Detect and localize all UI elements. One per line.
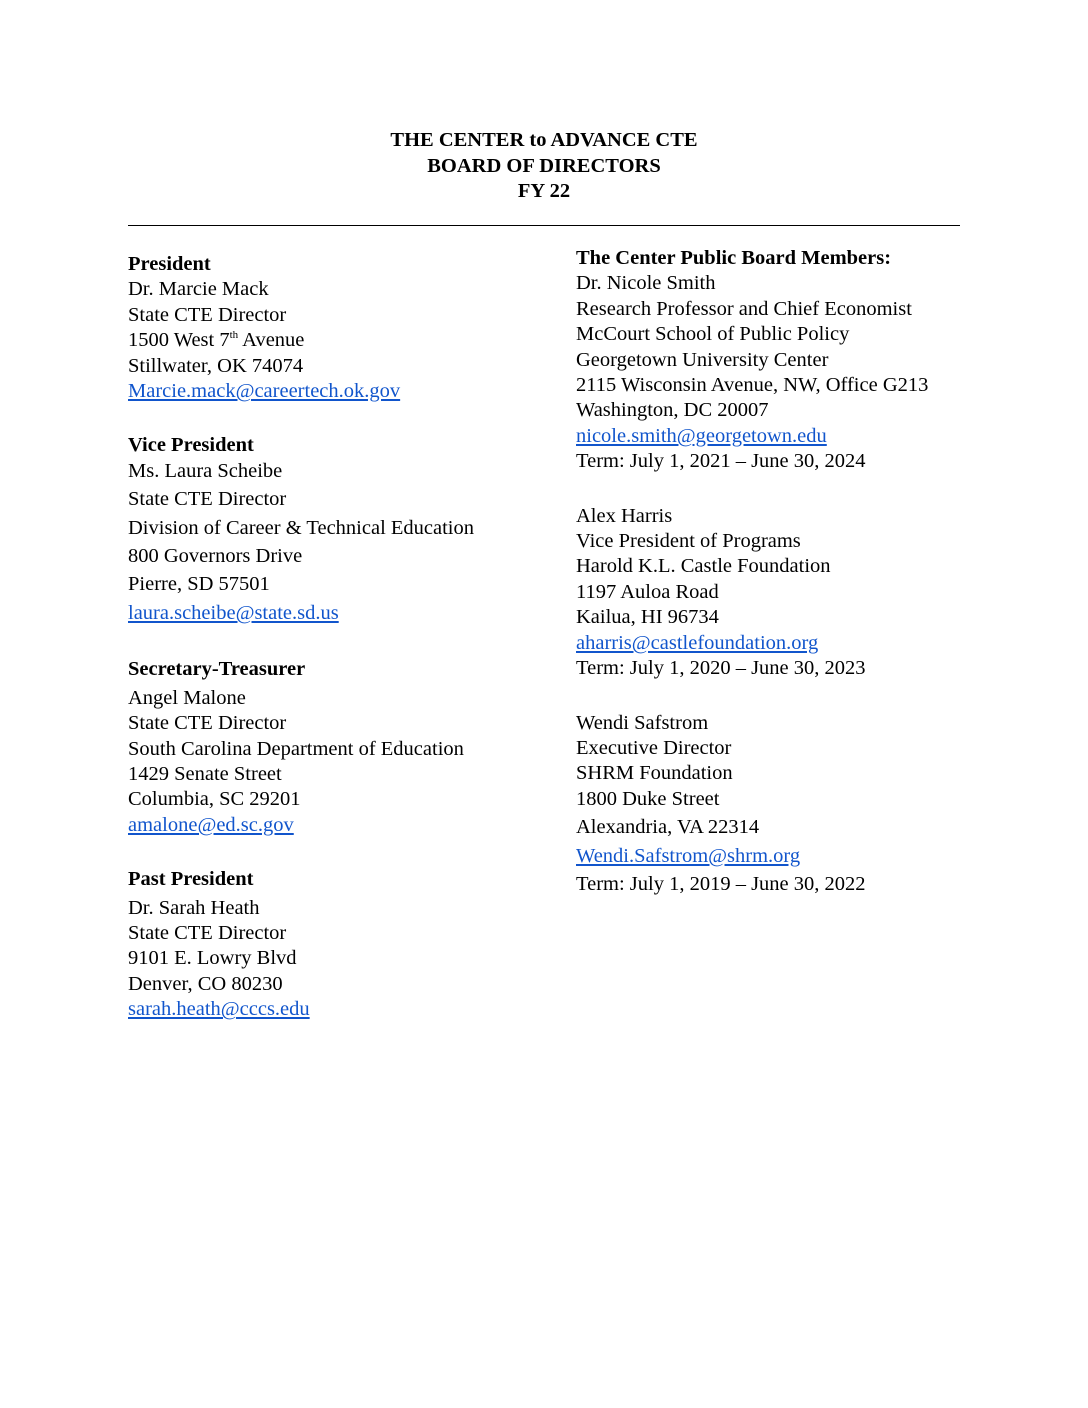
member-card <box>576 271 1046 474</box>
member-card <box>576 711 1046 898</box>
president-heading: President <box>128 253 211 275</box>
member-city: Alexandria, VA 22314 <box>576 816 760 839</box>
past-president-city: Denver, CO 80230 <box>128 972 283 995</box>
member-city: Washington, DC 20007 <box>576 399 769 422</box>
member-address: 1197 Auloa Road <box>576 580 719 603</box>
member-city: Kailua, HI 96734 <box>576 606 719 629</box>
member-org: Harold K.L. Castle Foundation <box>576 555 831 578</box>
member-title: Research Professor and Chief Economist <box>576 297 912 320</box>
vice-president-section <box>128 433 558 626</box>
header-org-title: THE CENTER to ADVANCE CTE <box>390 129 698 151</box>
header-divider <box>128 225 960 226</box>
officers-column <box>128 252 558 1052</box>
past-president-heading: Past President <box>128 868 254 891</box>
president-title: State CTE Director <box>128 303 287 326</box>
president-address-suffix: Avenue <box>238 329 305 352</box>
secretary-treasurer-address: 1429 Senate Street <box>128 762 282 785</box>
member-org: SHRM Foundation <box>576 762 733 785</box>
member-address: 2115 Wisconsin Avenue, NW, Office G213 <box>576 374 929 397</box>
president-address <box>128 328 558 353</box>
member-org-unit: Georgetown University Center <box>576 348 829 371</box>
president-email-link[interactable]: Marcie.mack@careertech.ok.gov <box>128 380 401 403</box>
secretary-treasurer-title: State CTE Director <box>128 712 287 735</box>
vice-president-org: Division of Career & Technical Education <box>128 516 475 539</box>
member-email-link[interactable]: Wendi.Safstrom@shrm.org <box>576 844 801 867</box>
public-members-column <box>576 246 1046 926</box>
vice-president-address: 800 Governors Drive <box>128 545 303 568</box>
past-president-name: Dr. Sarah Heath <box>128 896 260 919</box>
member-term: Term: July 1, 2019 – June 30, 2022 <box>576 872 866 895</box>
secretary-treasurer-name: Angel Malone <box>128 686 246 709</box>
member-title: Vice President of Programs <box>576 530 801 553</box>
member-email-link[interactable]: aharris@castlefoundation.org <box>576 631 819 654</box>
public-members-heading: The Center Public Board Members: <box>576 247 892 269</box>
secretary-treasurer-org: South Carolina Department of Education <box>128 737 464 760</box>
past-president-address: 9101 E. Lowry Blvd <box>128 947 297 970</box>
member-address: 1800 Duke Street <box>576 787 720 810</box>
secretary-treasurer-heading: Secretary-Treasurer <box>128 658 306 681</box>
member-org: McCourt School of Public Policy <box>576 323 850 346</box>
member-title: Executive Director <box>576 736 732 759</box>
document-header <box>0 128 1088 205</box>
president-section <box>128 252 558 404</box>
vice-president-title: State CTE Director <box>128 488 287 511</box>
past-president-email-link[interactable]: sarah.heath@cccs.edu <box>128 998 310 1021</box>
vice-president-name: Ms. Laura Scheibe <box>128 459 283 482</box>
member-name: Alex Harris <box>576 504 673 527</box>
secretary-treasurer-email-link[interactable]: amalone@ed.sc.gov <box>128 813 294 836</box>
past-president-section <box>128 867 558 1022</box>
vice-president-email-link[interactable]: laura.scheibe@state.sd.us <box>128 601 339 624</box>
president-address-ordinal: th <box>229 329 239 342</box>
member-card <box>576 504 1046 682</box>
header-board-title: BOARD OF DIRECTORS <box>427 154 661 177</box>
member-term: Term: July 1, 2021 – June 30, 2024 <box>576 450 866 473</box>
member-name: Wendi Safstrom <box>576 711 709 734</box>
president-name: Dr. Marcie Mack <box>128 278 269 301</box>
secretary-treasurer-city: Columbia, SC 29201 <box>128 788 301 811</box>
secretary-treasurer-section <box>128 657 558 838</box>
member-email-link[interactable]: nicole.smith@georgetown.edu <box>576 424 827 447</box>
vice-president-city: Pierre, SD 57501 <box>128 573 270 596</box>
president-address-prefix: 1500 West 7 <box>128 329 230 352</box>
member-name: Dr. Nicole Smith <box>576 272 716 295</box>
past-president-title: State CTE Director <box>128 921 287 944</box>
vice-president-heading: Vice President <box>128 434 254 457</box>
member-term: Term: July 1, 2020 – June 30, 2023 <box>576 657 866 680</box>
header-fiscal-year: FY 22 <box>517 180 571 202</box>
president-city: Stillwater, OK 74074 <box>128 354 304 377</box>
